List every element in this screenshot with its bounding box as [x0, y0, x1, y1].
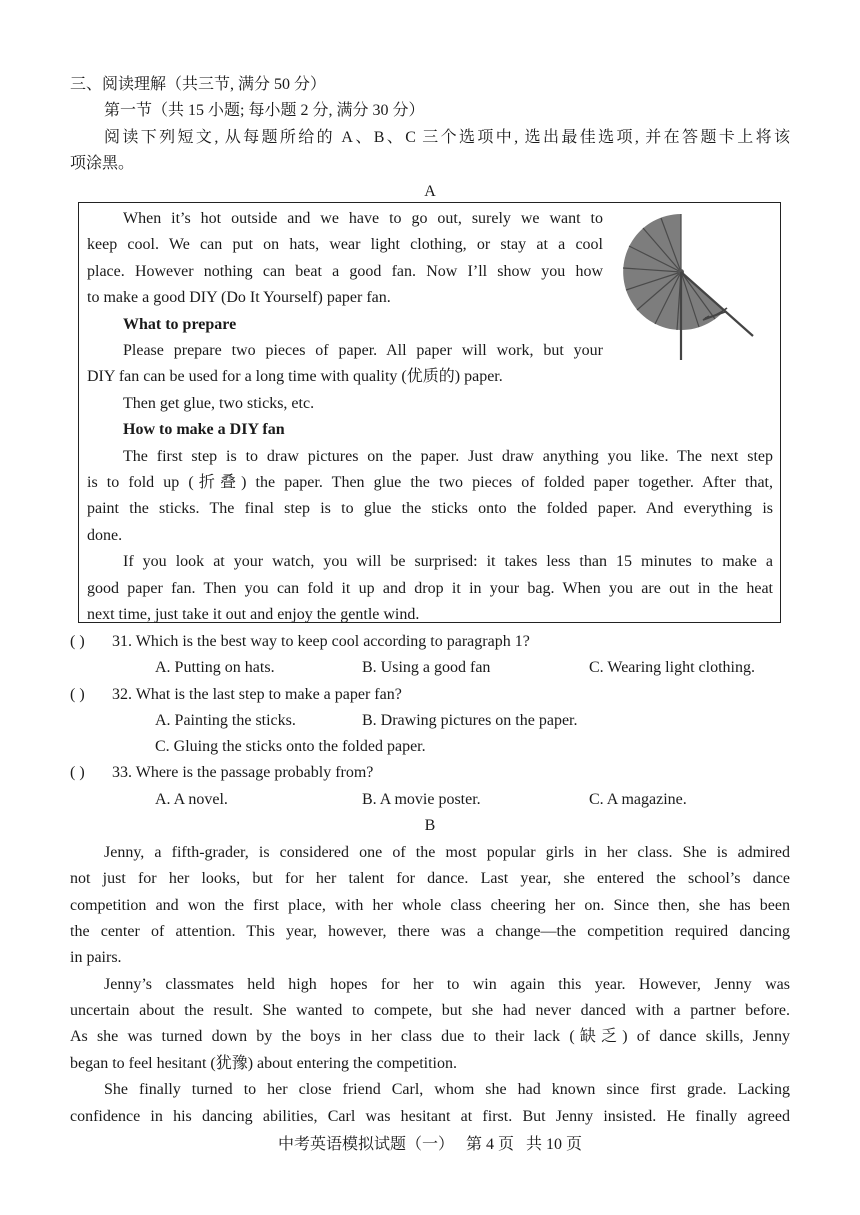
passage-a-line: keep cool. We can put on hats, wear light clothing, or stay at a cool — [87, 236, 603, 253]
answer-bracket[interactable]: ( ) — [70, 633, 85, 650]
passage-a-line: to make a good DIY (Do It Yourself) paper fan. — [87, 289, 391, 306]
passage-b-line: confidence in his dancing abilities, Carl was hesitant at first. But Jenny insisted. He finally agreed — [70, 1108, 790, 1125]
option-b[interactable]: B. A movie poster. — [362, 791, 481, 808]
option-c[interactable]: C. Gluing the sticks onto the folded paper. — [155, 738, 426, 755]
question-31-stem: 31. Which is the best way to keep cool according to paragraph 1? — [112, 633, 530, 650]
passage-a-line: Then get glue, two sticks, etc. — [123, 395, 315, 412]
passage-a-label: A — [424, 183, 436, 200]
passage-b-line: Jenny, a fifth-grader, is considered one of the most popular girls in her class. She is admired — [104, 844, 790, 861]
passage-a-line: DIY fan can be used for a long time with quality (优质的) paper. — [87, 368, 503, 385]
option-a[interactable]: A. Painting the sticks. — [155, 712, 296, 729]
passage-a-line: The first step is to draw pictures on the paper. Just draw anything you like. The next step — [123, 448, 773, 465]
page-footer: 中考英语模拟试题（一） 第 4 页 共 10 页 — [277, 1136, 582, 1153]
section-title: 三、阅读理解（共三节, 满分 50 分） — [70, 76, 327, 93]
option-c[interactable]: C. A magazine. — [589, 791, 687, 808]
passage-b-line: Jenny’s classmates held high hopes for her to win again this year. However, Jenny was — [104, 976, 790, 993]
passage-b-line: the center of attention. This year, however, there was a change—the competition required dancing — [70, 923, 790, 940]
passage-b-line: She finally turned to her close friend Carl, whom she had known since first grade. Lacking — [104, 1081, 790, 1098]
option-b[interactable]: B. Using a good fan — [362, 659, 491, 676]
passage-b-line: uncertain about the result. She wanted to compete, but she had never danced with a partner before. — [70, 1002, 790, 1019]
passage-a-line: Please prepare two pieces of paper. All paper will work, but your — [123, 342, 603, 359]
subheading-how-to-make: How to make a DIY fan — [123, 421, 285, 438]
question-32-stem: 32. What is the last step to make a paper fan? — [112, 686, 402, 703]
answer-bracket[interactable]: ( ) — [70, 764, 85, 781]
part-title: 第一节（共 15 小题; 每小题 2 分, 满分 30 分） — [104, 102, 425, 119]
passage-b-line: competition and won the first place, with her whole class cheering her on. Since then, she has been — [70, 897, 790, 914]
option-c[interactable]: C. Wearing light clothing. — [589, 659, 755, 676]
passage-a-line: next time, just take it out and enjoy the gentle wind. — [87, 606, 420, 623]
paper-fan-image — [615, 210, 773, 362]
instruction-line-2: 项涂黑。 — [70, 155, 135, 172]
passage-a-line: When it’s hot outside and we have to go out, surely we want to — [123, 210, 603, 227]
instruction-line-1: 阅读下列短文, 从每题所给的 A、B、C 三个选项中, 选出最佳选项, 并在答题卡上将该 — [104, 129, 790, 146]
passage-a-line: If you look at your watch, you will be surprised: it takes less than 15 minutes to make a — [123, 553, 773, 570]
passage-a-line: is to fold up (折叠) the paper. Then glue the two pieces of folded paper together. After that, — [87, 474, 773, 491]
passage-a-line: good paper fan. Then you can fold it up and drop it in your bag. When you are out in the heat — [87, 580, 773, 597]
option-a[interactable]: A. A novel. — [155, 791, 228, 808]
subheading-what-to-prepare: What to prepare — [123, 316, 237, 333]
passage-b-line: not just for her looks, but for her talent for dance. Last year, she entered the school’s dance — [70, 870, 790, 887]
passage-b-label: B — [424, 817, 436, 834]
option-b[interactable]: B. Drawing pictures on the paper. — [362, 712, 578, 729]
question-33-stem: 33. Where is the passage probably from? — [112, 764, 374, 781]
passage-a-line: place. However nothing can beat a good fan. Now I’ll show you how — [87, 263, 603, 280]
passage-b-line: began to feel hesitant (犹豫) about entering the competition. — [70, 1055, 457, 1072]
passage-a-line: paint the sticks. The final step is to glue the sticks onto the folded paper. And everything is — [87, 500, 773, 517]
answer-bracket[interactable]: ( ) — [70, 686, 85, 703]
option-a[interactable]: A. Putting on hats. — [155, 659, 275, 676]
passage-a-line: done. — [87, 527, 123, 544]
passage-b-line: in pairs. — [70, 949, 122, 966]
passage-b-line: As she was turned down by the boys in her class due to their lack (缺乏) of dance skills, Jenny — [70, 1028, 790, 1045]
